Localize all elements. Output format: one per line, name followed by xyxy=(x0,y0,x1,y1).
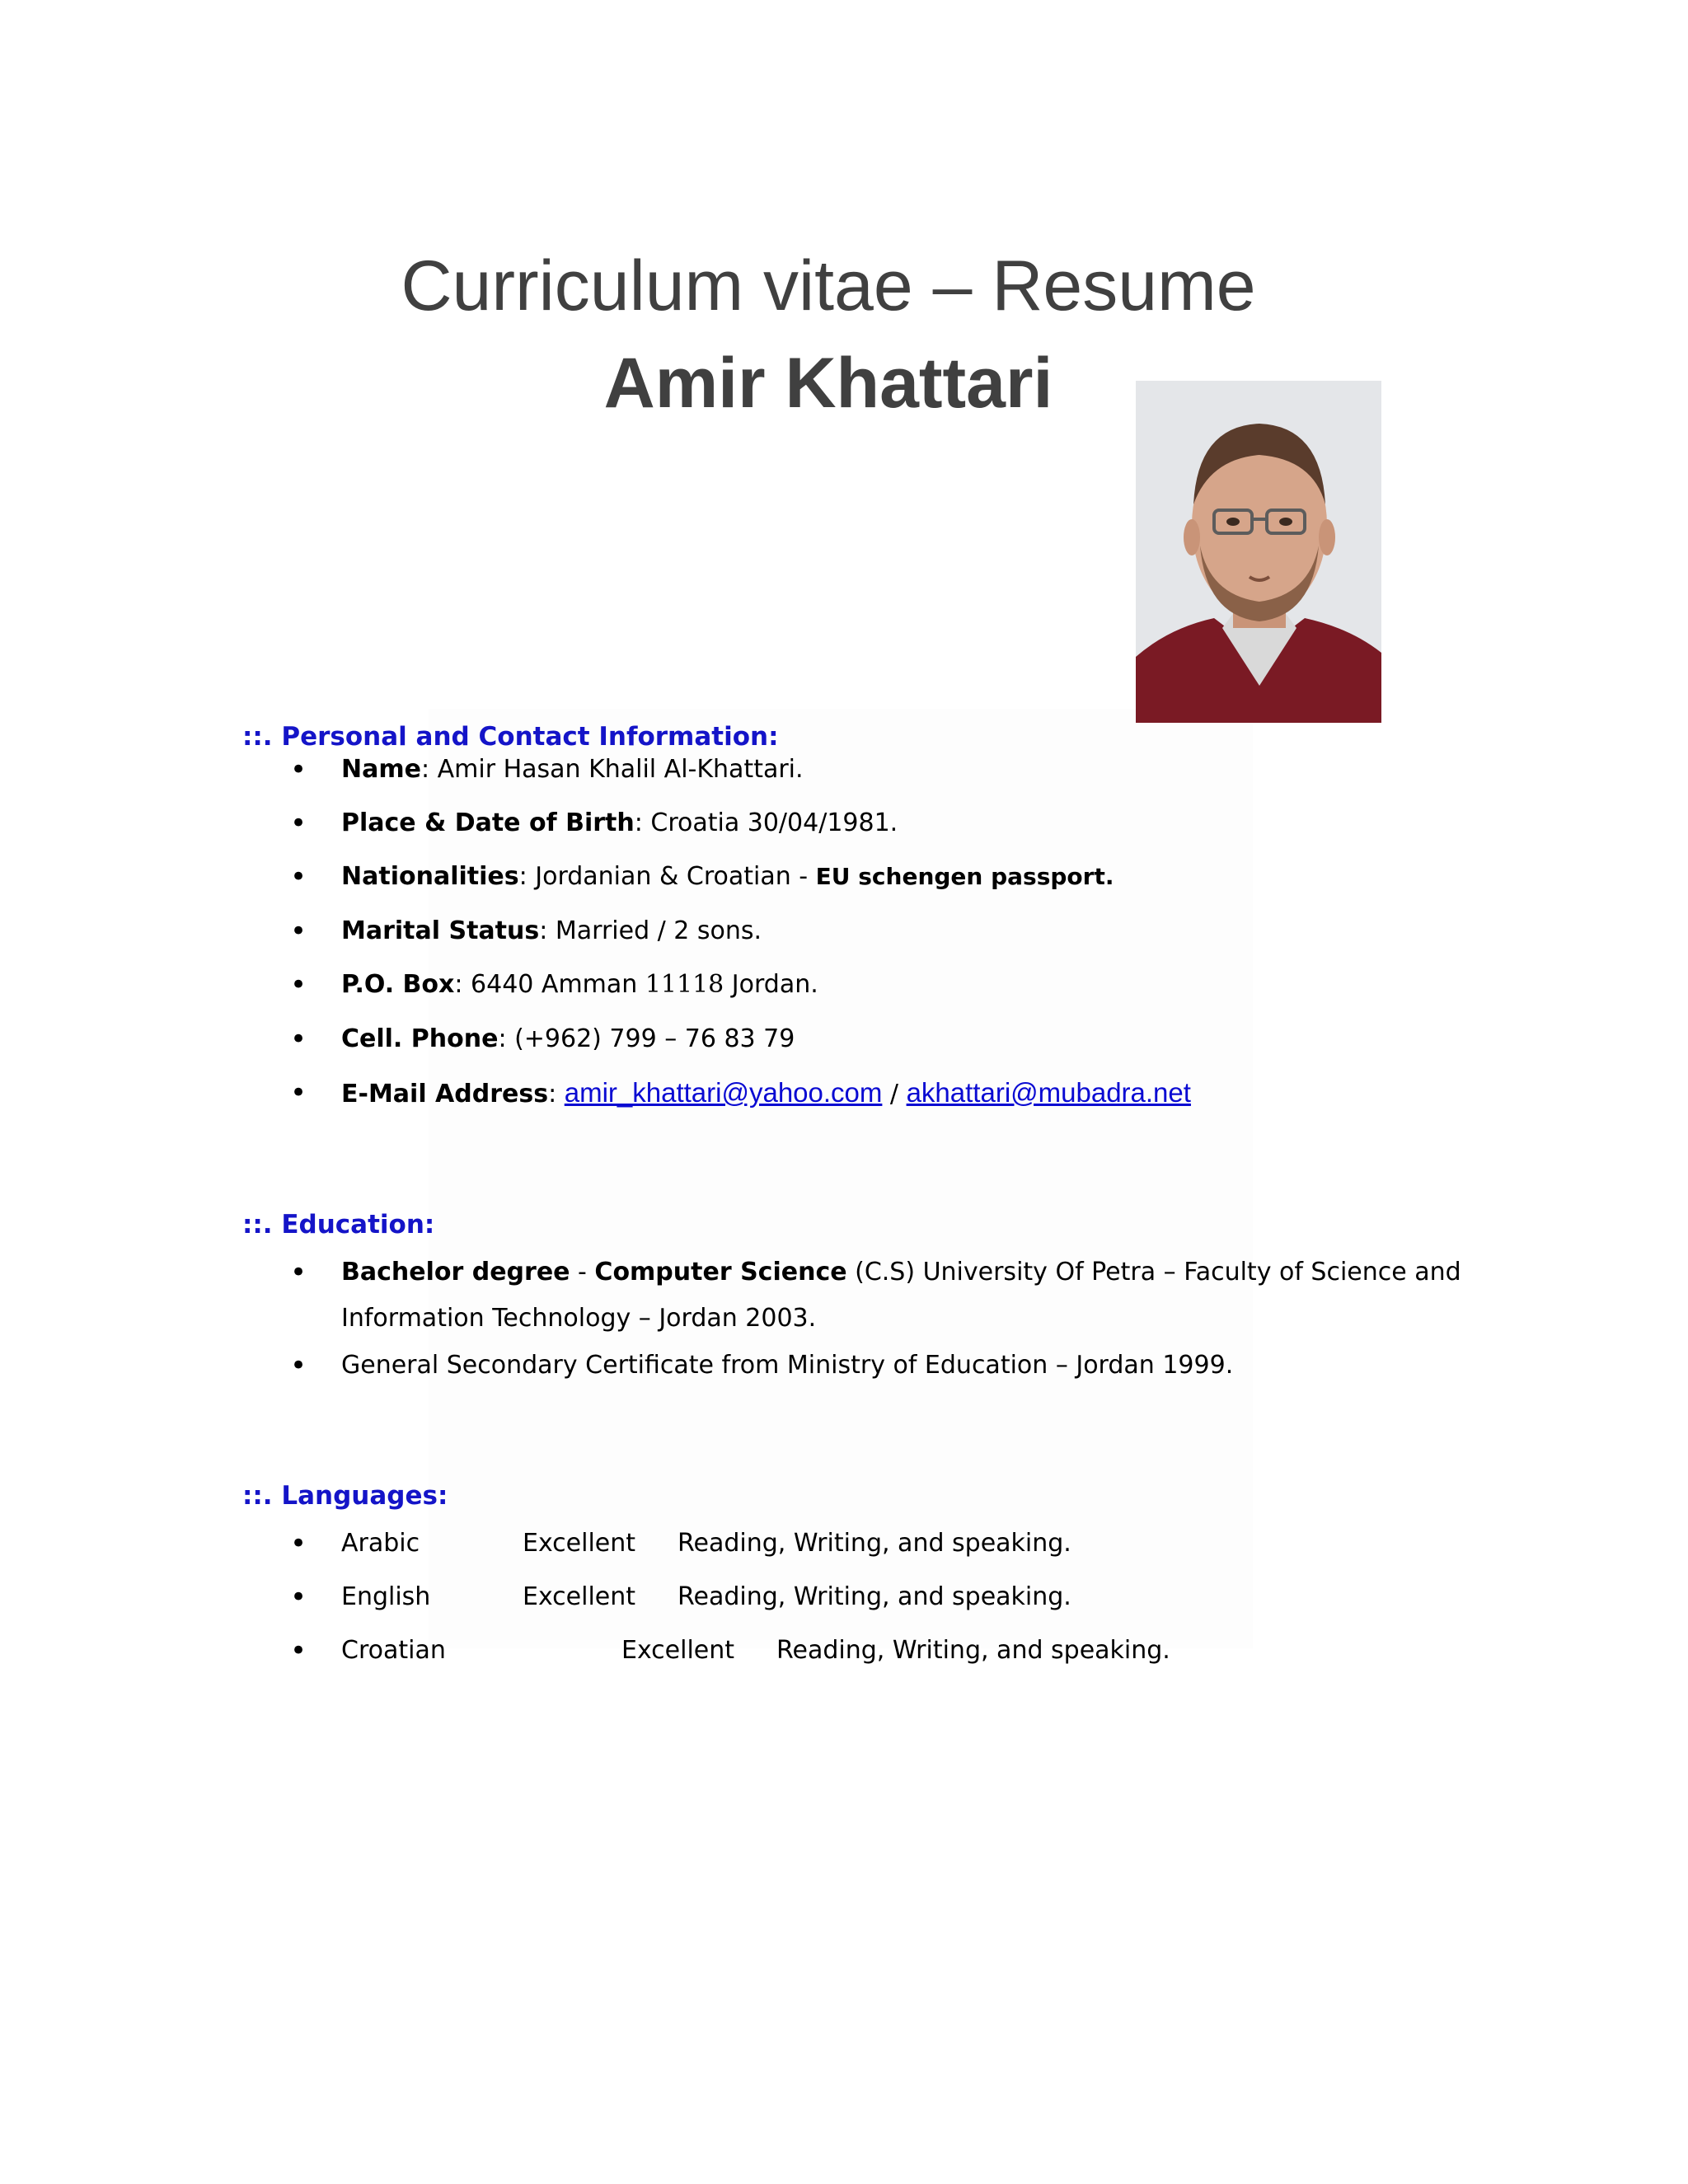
degree-dash: - xyxy=(570,1258,595,1286)
field-value: : Married / 2 sons. xyxy=(539,916,762,945)
degree-detail: (C.S) University Of Petra – Faculty of Science and xyxy=(846,1258,1461,1286)
bullet-icon: • xyxy=(290,1581,307,1614)
portrait-photo xyxy=(1136,381,1381,723)
field-value: : Croatia 30/04/1981. xyxy=(634,808,898,837)
email-separator: : xyxy=(548,1080,565,1108)
bullet-icon: • xyxy=(290,860,307,893)
passport-note: EU schengen passport. xyxy=(815,863,1114,890)
list-item-name xyxy=(290,748,804,792)
email-joiner: / xyxy=(882,1080,907,1108)
field-label: E-Mail Address xyxy=(341,1080,549,1108)
bullet-icon: • xyxy=(290,753,307,786)
field-value: : Amir Hasan Khalil Al-Khattari. xyxy=(420,755,804,784)
bullet-icon: • xyxy=(290,1023,307,1056)
postal-code: 11118 xyxy=(645,970,724,999)
bullet-icon: • xyxy=(290,968,307,1001)
page-shading xyxy=(429,709,1253,1648)
languages-heading: ::. Languages: xyxy=(242,1481,448,1511)
field-value: : Jordanian & Croatian - xyxy=(518,862,816,891)
list-item-secondary xyxy=(290,1343,1234,1388)
document-title: Curriculum vitae – Resume xyxy=(401,246,1256,326)
language-level: Excellent xyxy=(523,1582,636,1611)
list-item-degree xyxy=(290,1250,1461,1295)
person-name: Amir Khattari xyxy=(603,343,1053,423)
bullet-icon: • xyxy=(290,1527,307,1560)
field-value: : 6440 Amman xyxy=(454,970,645,999)
field-label: Nationalities xyxy=(341,862,519,891)
language-name: English xyxy=(341,1582,431,1611)
language-level: Excellent xyxy=(621,1636,735,1665)
email-link-mubadra[interactable]: akhattari@mubadra.net xyxy=(906,1077,1191,1108)
field-label: P.O. Box xyxy=(341,970,455,999)
field-value: Jordan. xyxy=(724,970,818,999)
field-label: Cell. Phone xyxy=(341,1024,499,1053)
field-label: Marital Status xyxy=(341,916,540,945)
bullet-icon: • xyxy=(290,1076,307,1109)
personal-info-heading: ::. Personal and Contact Information: xyxy=(242,722,779,752)
language-name: Arabic xyxy=(341,1529,420,1558)
list-item-pobox xyxy=(290,963,818,1007)
list-item-phone xyxy=(290,1017,795,1062)
degree-label: Bachelor degree xyxy=(341,1258,570,1286)
list-item-language xyxy=(290,1575,1071,1619)
list-item-language xyxy=(290,1629,1170,1673)
field-value: : (+962) 799 – 76 83 79 xyxy=(498,1024,795,1053)
language-skills: Reading, Writing, and speaking. xyxy=(776,1636,1170,1665)
bullet-icon: • xyxy=(290,915,307,948)
list-item-birth xyxy=(290,801,898,846)
language-skills: Reading, Writing, and speaking. xyxy=(678,1582,1071,1611)
bullet-icon: • xyxy=(290,1349,307,1382)
bullet-icon: • xyxy=(290,1256,307,1289)
email-link-yahoo[interactable]: amir_khattari@yahoo.com xyxy=(564,1077,883,1108)
list-item-degree-continued xyxy=(341,1296,816,1341)
language-skills: Reading, Writing, and speaking. xyxy=(678,1529,1071,1558)
degree-detail-continued: Information Technology – Jordan 2003. xyxy=(341,1304,817,1333)
list-item-language xyxy=(290,1521,1071,1566)
secondary-certificate: General Secondary Certificate from Ministry of Education – Jordan 1999. xyxy=(341,1351,1234,1380)
list-item-email xyxy=(290,1071,1191,1117)
language-name: Croatian xyxy=(341,1636,446,1665)
degree-field: Computer Science xyxy=(594,1258,847,1286)
field-label: Name xyxy=(341,755,421,784)
list-item-marital xyxy=(290,909,762,954)
bullet-icon: • xyxy=(290,807,307,840)
field-label: Place & Date of Birth xyxy=(341,808,635,837)
education-heading: ::. Education: xyxy=(242,1210,435,1240)
list-item-nationalities xyxy=(290,855,1114,899)
bullet-icon: • xyxy=(290,1634,307,1667)
language-level: Excellent xyxy=(523,1529,636,1558)
